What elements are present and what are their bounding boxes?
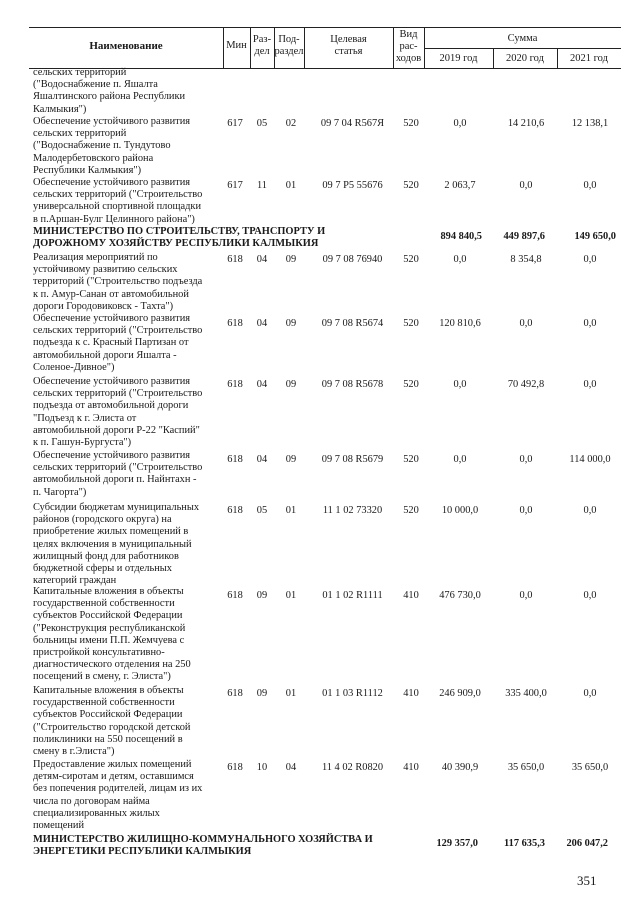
row-statya: 09 7 P5 55676 (322, 180, 383, 191)
row-min: 618 (227, 590, 243, 601)
page-number: 351 (577, 873, 597, 888)
row-2019: 0,0 (453, 118, 467, 129)
row-podrazdel: 09 (285, 318, 297, 329)
row-min: 617 (227, 118, 243, 129)
row-razdel: 11 (256, 180, 267, 191)
row-name: Обеспечение устойчивого развития сельских территорий ("Строительство автомобильной дороги п. Найнтахн - п. Чагорта") (33, 450, 203, 498)
row-2021: 12 138,1 (571, 118, 609, 129)
row-2021: 0,0 (583, 180, 597, 191)
row-statya: 09 7 08 R5678 (321, 379, 384, 390)
row-2019: 0,0 (453, 379, 467, 390)
row-min: 618 (227, 318, 243, 329)
row-vid: 520 (403, 180, 419, 191)
row-podrazdel: 01 (285, 505, 297, 516)
ministry-total-2021: 149 650,0 (574, 231, 616, 242)
row-vid: 520 (403, 505, 419, 516)
col-min-header: Мин (226, 40, 247, 51)
row-2019: 2 063,7 (444, 180, 476, 191)
row-2021: 0,0 (583, 254, 597, 265)
col-razdel-header: Раз- дел (252, 34, 272, 57)
row-vid: 410 (403, 590, 419, 601)
row-2019: 246 909,0 (439, 688, 481, 699)
row-2021: 0,0 (583, 379, 597, 390)
row-podrazdel: 04 (285, 762, 297, 773)
row-razdel: 05 (256, 505, 268, 516)
row-name: сельских территорий ("Водоснабжение п. Яшалта Яшалтинского района Республики Калмыкия") (33, 67, 186, 115)
col-statya-header: Целевая статья (330, 34, 367, 57)
row-statya: 09 7 04 R567Я (320, 118, 385, 129)
col-podrazdel-header: Под- раздел (274, 34, 304, 57)
row-2019: 0,0 (453, 254, 467, 265)
ministry-total-2019: 894 840,5 (440, 231, 482, 242)
row-2019: 40 390,9 (441, 762, 479, 773)
row-razdel: 04 (256, 454, 268, 465)
row-name: Обеспечение устойчивого развития сельских территорий ("Строительство подъезда к с. Красный Партизан от автомобильной дороги Яшалта - Соленое-Дивное") (33, 313, 203, 373)
ministry-total-2021: 206 047,2 (566, 838, 608, 849)
row-2020: 0,0 (519, 454, 533, 465)
col-vid-header: Вид рас- ходов (395, 29, 422, 64)
row-2021: 0,0 (583, 688, 597, 699)
row-2021: 0,0 (583, 318, 597, 329)
row-name: Капитальные вложения в объекты государственной собственности субъектов Российской Федерации ("Реконструкция республиканской больницы имени П.П. Жемчуева с пристройкой консультативно- диагностического отделения на 250 посещений в смену, г. Элиста") (33, 586, 191, 683)
row-vid: 410 (403, 688, 419, 699)
row-name: Реализация мероприятий по устойчивому развитию сельских территорий ("Строительство подъезда к п. Амур-Санан от автомобильной дороги Городовиковск - Тахта") (33, 252, 203, 312)
row-statya: 01 1 02 R1111 (322, 590, 383, 601)
row-podrazdel: 01 (285, 590, 297, 601)
row-statya: 11 1 02 73320 (322, 505, 383, 516)
col-2020-header: 2020 год (506, 53, 544, 64)
row-statya: 09 7 08 R5674 (321, 318, 384, 329)
row-podrazdel: 09 (285, 254, 297, 265)
row-min: 618 (227, 762, 243, 773)
row-statya: 09 7 08 R5679 (321, 454, 384, 465)
row-2020: 8 354,8 (510, 254, 542, 265)
col-name-header: Наименование (89, 40, 163, 52)
row-razdel: 10 (256, 762, 268, 773)
row-2019: 0,0 (453, 454, 467, 465)
row-razdel: 09 (256, 590, 268, 601)
row-razdel: 05 (256, 118, 268, 129)
row-min: 618 (227, 254, 243, 265)
row-vid: 410 (403, 762, 419, 773)
row-2020: 0,0 (519, 590, 533, 601)
row-min: 617 (227, 180, 243, 191)
row-name: Предоставление жилых помещений детям-сиротам и детям, оставшимся без попечения родителей, лицам из их числа по договорам найма специализированных жилых помещений (33, 759, 203, 832)
row-name: Субсидии бюджетам муниципальных районов (городского округа) на приобретение жилых помещений в целях включения в муниципальный жилищный фонд для работников бюджетной сферы и отдельных категорий граждан (33, 502, 200, 587)
row-2020: 0,0 (519, 505, 533, 516)
row-2019: 476 730,0 (439, 590, 481, 601)
row-name: Обеспечение устойчивого развития сельских территорий ("Строительство универсальной спортивной площадки в п.Аршан-Булг Целинного района") (33, 177, 203, 225)
row-razdel: 04 (256, 254, 268, 265)
row-2020: 0,0 (519, 318, 533, 329)
row-name: Обеспечение устойчивого развития сельских территорий ("Водоснабжение п. Тундутово Малодербетовского района Республики Калмыкия") (33, 116, 191, 176)
row-name: Обеспечение устойчивого развития сельских территорий ("Строительство подъезда от автомобильной дороги "Подъезд к г. Элиста от автомобильной дороги Р-22 "Каспий" к п. Гашун-Бургуста") (33, 376, 203, 449)
row-2021: 0,0 (583, 505, 597, 516)
row-statya: 01 1 03 R1112 (322, 688, 383, 699)
row-statya: 09 7 08 76940 (322, 254, 383, 265)
row-razdel: 04 (256, 379, 268, 390)
col-2021-header: 2021 год (570, 53, 608, 64)
table-header (29, 27, 621, 69)
row-2020: 14 210,6 (507, 118, 545, 129)
row-vid: 520 (403, 379, 419, 390)
row-min: 618 (227, 379, 243, 390)
row-2021: 114 000,0 (569, 454, 611, 465)
row-2020: 0,0 (519, 180, 533, 191)
row-min: 618 (227, 505, 243, 516)
row-2021: 0,0 (583, 590, 597, 601)
row-2019: 10 000,0 (441, 505, 479, 516)
row-podrazdel: 02 (285, 118, 297, 129)
col-2019-header: 2019 год (439, 53, 478, 64)
row-vid: 520 (403, 454, 419, 465)
ministry-title: МИНИСТЕРСТВО ПО СТРОИТЕЛЬСТВУ, ТРАНСПОРТУ И ДОРОЖНОМУ ХОЗЯЙСТВУ РЕСПУБЛИКИ КАЛМЫКИЯ (33, 226, 326, 250)
row-razdel: 09 (256, 688, 268, 699)
row-podrazdel: 09 (285, 379, 297, 390)
row-podrazdel: 09 (285, 454, 297, 465)
row-2020: 335 400,0 (505, 688, 547, 699)
row-2020: 35 650,0 (507, 762, 545, 773)
row-2021: 35 650,0 (571, 762, 609, 773)
ministry-total-2020: 117 635,3 (504, 838, 545, 849)
row-vid: 520 (403, 118, 419, 129)
row-2020: 70 492,8 (507, 379, 545, 390)
row-min: 618 (227, 454, 243, 465)
row-vid: 520 (403, 254, 419, 265)
row-razdel: 04 (256, 318, 268, 329)
row-podrazdel: 01 (285, 688, 297, 699)
col-summa-header: Сумма (507, 33, 538, 44)
row-statya: 11 4 02 R0820 (321, 762, 384, 773)
ministry-total-2020: 449 897,6 (503, 231, 545, 242)
row-vid: 520 (403, 318, 419, 329)
row-podrazdel: 01 (285, 180, 297, 191)
row-min: 618 (227, 688, 243, 699)
row-name: Капитальные вложения в объекты государственной собственности субъектов Российской Федерации ("Строительство городской детской поликлиники на 550 посещений в смену в г.Элиста") (33, 685, 191, 758)
row-2019: 120 810,6 (439, 318, 481, 329)
ministry-title: МИНИСТЕРСТВО ЖИЛИЩНО-КОММУНАЛЬНОГО ХОЗЯЙСТВА И ЭНЕРГЕТИКИ РЕСПУБЛИКИ КАЛМЫКИЯ (33, 834, 373, 858)
ministry-total-2019: 129 357,0 (436, 838, 478, 849)
